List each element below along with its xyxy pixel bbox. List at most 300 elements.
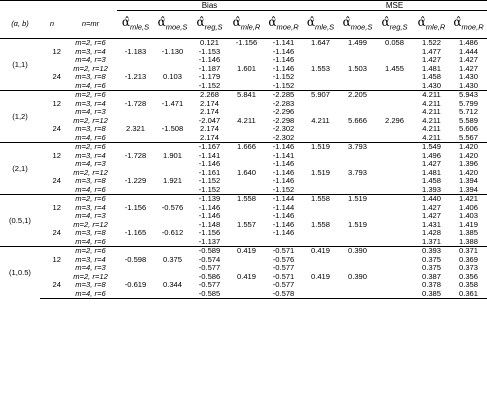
value-cell (228, 152, 265, 161)
value-cell: 1.458 (422, 72, 442, 82)
sample-size (40, 264, 64, 273)
value-cell (117, 264, 154, 273)
value-cell (376, 143, 413, 152)
sample-size: 24 (52, 280, 61, 290)
sample-size: 24 (52, 228, 61, 238)
value-cell: 4.211 (237, 115, 256, 125)
value-cell (228, 100, 265, 109)
value-cell (154, 56, 191, 65)
value-cell: 0.419 (228, 247, 265, 256)
value-cell (376, 256, 413, 265)
design-label: m=4, r=3 (75, 263, 106, 273)
value-cell (154, 212, 191, 221)
table-body (0, 39, 487, 299)
table-row (0, 273, 487, 282)
value-cell (376, 160, 413, 169)
design-label: m=4, r=3 (75, 211, 106, 221)
value-cell (376, 91, 413, 100)
design-label: m=3, r=4 (75, 254, 106, 264)
table-row (0, 195, 487, 204)
value-cell: 2.268 (191, 91, 228, 100)
value-cell: 1.496 (422, 150, 442, 160)
value-cell (339, 100, 376, 109)
estimator-header: $\alphâ_{moe,S}$ (339, 11, 376, 39)
value-cell: -2.283 (272, 98, 295, 108)
value-cell: 1.403 (459, 211, 479, 221)
n-column-header: n (40, 11, 64, 39)
value-cell: -1.130 (161, 46, 184, 56)
group-label: (0.5,1) (0, 195, 40, 247)
design-label: m=4, r=3 (75, 107, 106, 117)
design-label: m=4, r=6 (75, 80, 106, 90)
value-cell: 5.589 (459, 115, 479, 125)
value-cell (302, 290, 339, 299)
value-cell: 5.841 (228, 91, 265, 100)
value-cell: 1.486 (459, 38, 479, 48)
value-cell: -1.146 (198, 55, 221, 65)
value-cell: 1.427 (422, 159, 442, 169)
value-cell: 1.481 (422, 63, 442, 73)
table-row (0, 281, 487, 290)
value-cell: 5.712 (459, 107, 479, 117)
value-cell: 1.427 (459, 55, 479, 65)
value-cell: -0.576 (272, 254, 295, 264)
table-row (0, 65, 487, 74)
value-cell (376, 264, 413, 273)
value-cell: 1.394 (459, 176, 479, 186)
design-label: m=2, r=6 (64, 247, 117, 256)
value-cell: 1.431 (422, 219, 442, 229)
design-label: m=2, r=6 (64, 91, 117, 100)
design-label: m=3, r=4 (75, 150, 106, 160)
estimator-header: $\alphâ_{mle,R}$ (413, 11, 450, 39)
value-cell (339, 281, 376, 290)
value-cell: -2.302 (272, 132, 295, 142)
value-cell: 2.174 (199, 107, 219, 117)
value-cell: 0.378 (422, 280, 442, 290)
value-cell: -1.165 (124, 228, 147, 238)
value-cell: 4.211 (422, 107, 441, 117)
value-cell (117, 290, 154, 299)
design-label: m=4, r=6 (75, 132, 106, 142)
value-cell: 2.205 (339, 91, 376, 100)
value-cell (154, 160, 191, 169)
value-cell (154, 264, 191, 273)
value-cell: 1.430 (459, 72, 479, 82)
value-cell: 4.211 (422, 98, 441, 108)
value-cell (376, 82, 413, 91)
value-cell (154, 134, 191, 143)
design-label: m=2, r=6 (64, 143, 117, 152)
value-cell: -1.146 (272, 211, 295, 221)
value-cell: 1.519 (302, 143, 339, 152)
value-cell: -1.141 (198, 150, 221, 160)
value-cell: 1.444 (459, 46, 479, 56)
estimator-header: $\alphâ_{reg,S}$ (376, 11, 413, 39)
value-cell (376, 125, 413, 134)
estimator-header: $\alphâ_{mle,R}$ (228, 11, 265, 39)
value-cell (154, 82, 191, 91)
value-cell: 1.420 (459, 167, 479, 177)
value-cell: -0.577 (198, 280, 221, 290)
value-cell: 1.427 (422, 211, 442, 221)
estimator-header: $\alphâ_{reg,S}$ (191, 11, 228, 39)
value-cell: 1.503 (348, 63, 368, 73)
value-cell: 0.393 (413, 247, 450, 256)
value-cell (339, 48, 376, 57)
sample-size (40, 212, 64, 221)
value-cell: 0.369 (459, 254, 479, 264)
value-cell: -0.598 (124, 254, 147, 264)
value-cell: 5.799 (459, 98, 479, 108)
value-cell: -1.179 (198, 72, 221, 82)
value-cell: 3.793 (348, 167, 368, 177)
value-cell (376, 100, 413, 109)
table-row (0, 152, 487, 161)
table-row (0, 169, 487, 178)
table-row (0, 39, 487, 48)
value-cell: -0.589 (191, 247, 228, 256)
table-row (0, 229, 487, 238)
design-column-header: n=mr (64, 11, 117, 39)
value-cell: -0.577 (272, 263, 295, 273)
value-cell (117, 56, 154, 65)
value-cell: 0.419 (302, 247, 339, 256)
value-cell: -0.576 (161, 202, 184, 212)
value-cell: 5.907 (302, 91, 339, 100)
value-cell: 1.481 (422, 167, 442, 177)
value-cell: -0.578 (265, 290, 302, 299)
table-row (0, 177, 487, 186)
value-cell (117, 134, 154, 143)
value-cell (376, 186, 413, 195)
value-cell: -1.146 (198, 159, 221, 169)
value-cell: -0.577 (272, 280, 295, 290)
value-cell: 4.211 (422, 132, 441, 142)
value-cell: -1.161 (198, 167, 221, 177)
sample-size: 12 (52, 202, 61, 212)
value-cell: -0.577 (198, 263, 221, 273)
sample-size: 12 (52, 254, 61, 264)
value-cell (376, 169, 413, 178)
value-cell (339, 152, 376, 161)
value-cell: -1.152 (272, 72, 295, 82)
sample-size: 24 (52, 72, 61, 82)
header-row-estimators (0, 11, 487, 39)
sample-size: 24 (52, 176, 61, 186)
design-label: m=4, r=3 (75, 159, 106, 169)
value-cell: 1.458 (422, 176, 442, 186)
value-cell: 0.356 (459, 271, 479, 281)
value-cell: 1.558 (228, 195, 265, 204)
value-cell: -1.728 (124, 98, 147, 108)
value-cell: -2.285 (265, 91, 302, 100)
table-row (0, 256, 487, 265)
value-cell: 1.499 (348, 38, 368, 48)
value-cell (302, 281, 339, 290)
value-cell (376, 212, 413, 221)
value-cell: 1.406 (459, 202, 479, 212)
value-cell: -1.146 (198, 202, 221, 212)
value-cell: -1.146 (272, 228, 295, 238)
value-cell: 0.387 (422, 271, 442, 281)
value-cell (339, 290, 376, 299)
value-cell: 0.419 (311, 271, 331, 281)
value-cell: 3.793 (339, 143, 376, 152)
value-cell: -0.574 (198, 254, 221, 264)
value-cell: 1.519 (339, 195, 376, 204)
design-label: m=4, r=6 (75, 236, 106, 246)
value-cell: 1.440 (413, 195, 450, 204)
table-row (0, 100, 487, 109)
value-cell: 1.427 (459, 63, 479, 73)
sample-size (40, 290, 64, 299)
value-cell: 0.375 (422, 263, 442, 273)
design-label: m=2, r=12 (73, 63, 108, 73)
design-label: m=4, r=6 (64, 290, 117, 299)
value-cell: 5.606 (459, 124, 479, 134)
sample-size: 12 (52, 46, 61, 56)
group-label: (1,0.5) (0, 247, 40, 299)
design-label: m=3, r=8 (75, 124, 106, 134)
value-cell (302, 204, 339, 213)
value-cell (376, 195, 413, 204)
value-cell: 1.427 (422, 55, 442, 65)
value-cell: 1.647 (311, 38, 331, 48)
value-cell: 4.211 (422, 115, 441, 125)
value-cell: -0.619 (124, 280, 147, 290)
sample-size (40, 134, 64, 143)
value-cell: -2.298 (272, 115, 295, 125)
value-cell: 0.344 (162, 280, 182, 290)
value-cell (339, 73, 376, 82)
table-row (0, 221, 487, 230)
value-cell: 4.211 (413, 91, 450, 100)
value-cell: 0.058 (385, 38, 405, 48)
value-cell (376, 238, 413, 247)
value-cell (302, 256, 339, 265)
value-cell (228, 73, 265, 82)
value-cell: 1.666 (228, 143, 265, 152)
value-cell: 1.455 (385, 63, 405, 73)
value-cell: 0.121 (199, 38, 219, 48)
value-cell: 1.427 (422, 202, 442, 212)
value-cell: 1.421 (450, 195, 487, 204)
value-cell (376, 229, 413, 238)
value-cell: 0.375 (422, 254, 442, 264)
value-cell: -1.141 (272, 150, 295, 160)
value-cell: -1.229 (124, 176, 147, 186)
value-cell (302, 229, 339, 238)
value-cell: -1.213 (124, 72, 147, 82)
value-cell: -1.137 (198, 236, 221, 246)
value-cell: 1.420 (450, 143, 487, 152)
value-cell: -1.144 (265, 195, 302, 204)
value-cell (302, 177, 339, 186)
value-cell: 0.358 (459, 280, 479, 290)
value-cell: -1.152 (198, 176, 221, 186)
table-row (0, 48, 487, 57)
value-cell: -1.183 (124, 46, 147, 56)
value-cell: -1.471 (161, 98, 184, 108)
design-label: m=4, r=6 (75, 184, 106, 194)
group-label: (1,2) (0, 91, 40, 143)
value-cell (376, 204, 413, 213)
value-cell: -1.508 (161, 124, 184, 134)
group-column-header: (α, b) (0, 11, 40, 39)
design-label: m=2, r=6 (64, 195, 117, 204)
estimator-header: $\alphâ_{moe,R}$ (265, 11, 302, 39)
value-cell (376, 152, 413, 161)
value-cell: 1.419 (459, 219, 479, 229)
value-cell: 0.361 (450, 290, 487, 299)
value-cell: 1.385 (459, 228, 479, 238)
value-cell (228, 125, 265, 134)
value-cell (376, 134, 413, 143)
value-cell (228, 281, 265, 290)
sample-size: 24 (52, 124, 61, 134)
value-cell: 1.522 (422, 38, 442, 48)
estimator-header: $\alphâ_{moe,S}$ (154, 11, 191, 39)
value-cell: 0.103 (162, 72, 182, 82)
value-cell: -1.156 (235, 38, 258, 48)
value-cell: 2.296 (385, 115, 405, 125)
header-row-top (0, 1, 487, 11)
value-cell (117, 238, 154, 247)
value-cell: 1.901 (162, 150, 182, 160)
estimator-header: $\alphâ_{moe,R}$ (450, 11, 487, 39)
value-cell (302, 152, 339, 161)
table-row (0, 247, 487, 256)
value-cell: 2.321 (125, 124, 145, 134)
value-cell (117, 108, 154, 117)
value-cell: 1.558 (311, 219, 331, 229)
value-cell: -1.139 (191, 195, 228, 204)
design-label: m=3, r=8 (75, 176, 106, 186)
sample-size: 12 (52, 98, 61, 108)
value-cell (228, 290, 265, 299)
value-cell: 0.419 (236, 271, 256, 281)
value-cell: -1.156 (124, 202, 147, 212)
value-cell (154, 238, 191, 247)
value-cell: 4.211 (311, 115, 330, 125)
value-cell: -0.571 (272, 271, 295, 281)
design-label: m=3, r=4 (75, 98, 106, 108)
value-cell (376, 177, 413, 186)
value-cell: -1.187 (198, 63, 221, 73)
value-cell (154, 108, 191, 117)
table-row (0, 73, 487, 82)
value-cell: -1.146 (198, 211, 221, 221)
value-cell (302, 100, 339, 109)
value-cell (376, 281, 413, 290)
sample-size (40, 238, 64, 247)
design-label: m=4, r=3 (75, 55, 106, 65)
group-label: (1,1) (12, 59, 28, 69)
value-cell: -1.144 (272, 202, 295, 212)
value-cell (339, 177, 376, 186)
table-row (0, 290, 487, 299)
value-cell (339, 204, 376, 213)
value-cell: 1.519 (348, 219, 368, 229)
value-cell: -1.148 (198, 219, 221, 229)
value-cell: 1.393 (422, 184, 442, 194)
sample-size (40, 82, 64, 91)
sample-size (40, 186, 64, 195)
value-cell (154, 186, 191, 195)
design-label: m=2, r=12 (73, 115, 108, 125)
value-cell: 1.430 (459, 80, 479, 90)
value-cell: -1.146 (272, 55, 295, 65)
value-cell: -1.152 (272, 184, 295, 194)
design-label: m=3, r=8 (75, 72, 106, 82)
value-cell: 0.375 (162, 254, 182, 264)
design-label: m=2, r=12 (73, 219, 108, 229)
value-cell: -0.586 (198, 271, 221, 281)
value-cell (376, 273, 413, 282)
value-cell: 0.390 (348, 271, 368, 281)
value-cell (228, 48, 265, 57)
value-cell (117, 186, 154, 195)
value-cell (117, 212, 154, 221)
table-row (0, 117, 487, 126)
value-cell: 1.420 (459, 150, 479, 160)
estimator-header: $\alphâ_{mle,S}$ (117, 11, 154, 39)
value-cell: 1.640 (236, 167, 256, 177)
value-cell: 5.666 (348, 115, 368, 125)
design-label: m=2, r=12 (73, 271, 108, 281)
value-cell (228, 229, 265, 238)
bias-header: Bias (117, 1, 302, 11)
value-cell: 1.477 (422, 46, 442, 56)
value-cell: -1.728 (124, 150, 147, 160)
value-cell: 1.388 (459, 236, 479, 246)
table-row (0, 125, 487, 134)
value-cell: -1.146 (272, 219, 295, 229)
sample-size: 12 (52, 150, 61, 160)
value-cell: -1.146 (272, 167, 295, 177)
value-cell: -1.146 (272, 46, 295, 56)
value-cell: 1.371 (422, 236, 442, 246)
table-row (0, 91, 487, 100)
value-cell: 1.394 (459, 184, 479, 194)
value-cell (302, 125, 339, 134)
design-label: m=3, r=8 (75, 280, 106, 290)
value-cell (228, 177, 265, 186)
estimator-header: $\alphâ_{mle,S}$ (302, 11, 339, 39)
value-cell: 1.428 (422, 228, 442, 238)
value-cell (302, 48, 339, 57)
value-cell: 2.174 (199, 98, 219, 108)
value-cell: 2.174 (199, 132, 219, 142)
value-cell (376, 73, 413, 82)
value-cell: -1.152 (272, 80, 295, 90)
table-row (0, 143, 487, 152)
value-cell: -1.153 (198, 46, 221, 56)
value-cell: 0.390 (339, 247, 376, 256)
value-cell: 4.211 (422, 124, 441, 134)
value-cell (376, 221, 413, 230)
value-cell: -0.585 (191, 290, 228, 299)
value-cell: 0.373 (459, 263, 479, 273)
value-cell (376, 290, 413, 299)
value-cell (339, 229, 376, 238)
value-cell: -0.612 (161, 228, 184, 238)
value-cell: 1.557 (236, 219, 256, 229)
table-row (0, 204, 487, 213)
value-cell: 1.601 (236, 63, 256, 73)
value-cell: 1.549 (413, 143, 450, 152)
